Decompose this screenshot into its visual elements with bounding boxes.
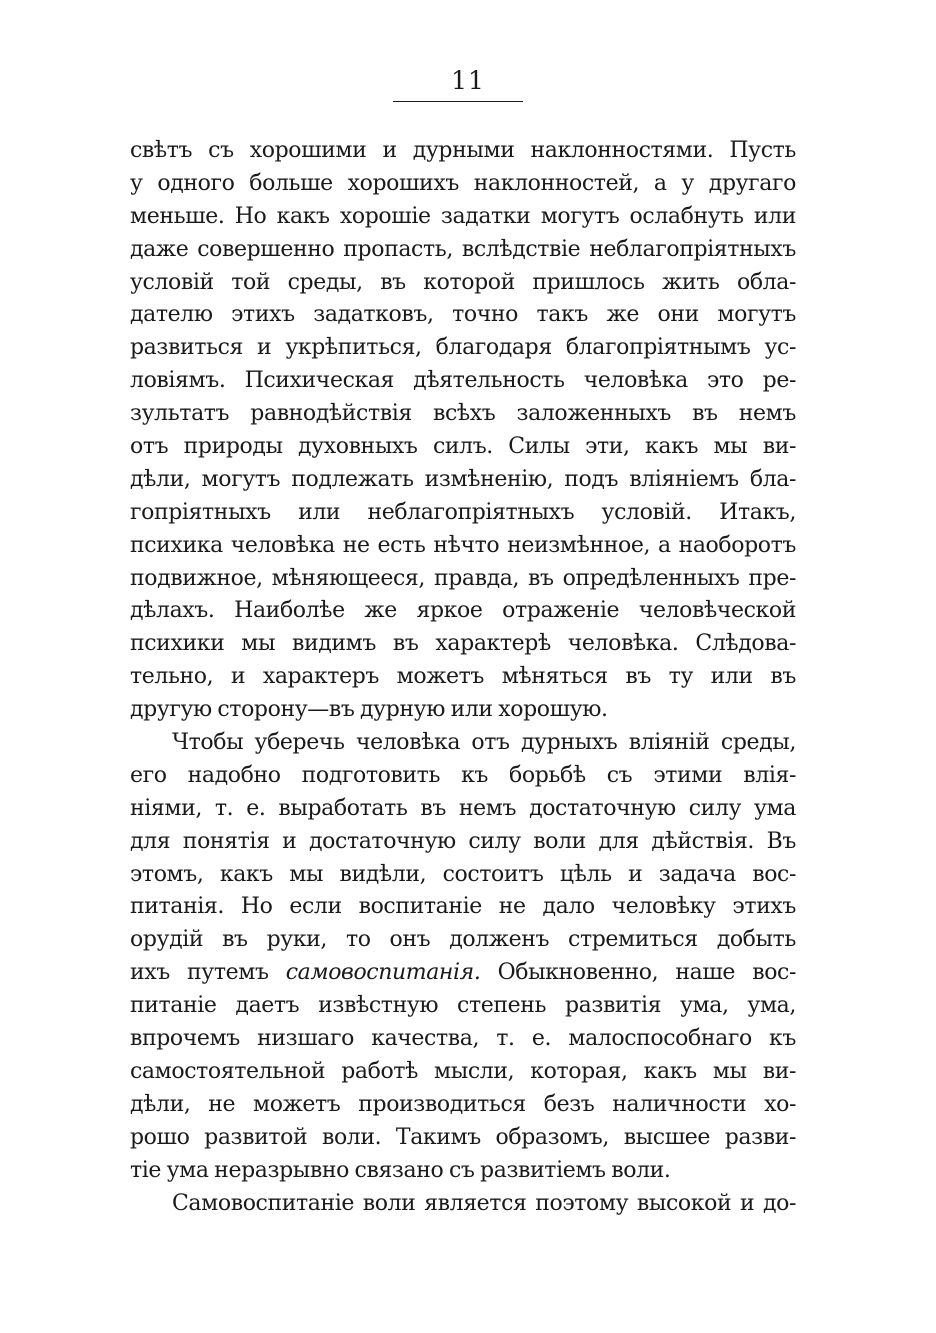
text-line: дѣлахъ. Наиболѣе же яркое отраженіе человѣческой [130,598,796,624]
text-line: рошо развитой воли. Такимъ образомъ, высшее разви- [130,1124,796,1150]
text-line: для понятія и достаточную силу воли для дѣйствія. Въ [130,828,796,854]
text-line: психика человѣка не есть нѣчто неизмѣнное, а наоборотъ [130,532,796,558]
text-line: этомъ, какъ мы видѣли, состоитъ цѣль и задача вос- [130,861,796,887]
paragraph-end-line: другую сторону—въ дурную или хорошую. [130,697,608,723]
text-line: самостоятельной работѣ мысли, которая, какъ мы ви- [130,1058,796,1084]
text-line: даже совершенно пропасть, вслѣдствіе неблагопріятныхъ [130,236,796,262]
text-segment: ихъ путемъ [130,960,286,986]
text-line: отъ природы духовныхъ силъ. Силы эти, какъ мы ви- [130,434,796,460]
text-line: развиться и укрѣпиться, благодаря благопріятнымъ ус- [130,335,796,361]
text-line: гопріятныхъ или неблагопріятныхъ условій. Итакъ, [130,499,796,525]
emphasized-term: самовоспитанія. [285,960,481,986]
text-line: впрочемъ низшаго качества, т. е. малоспособнаго къ [130,1026,796,1052]
text-line: меньше. Но какъ хорошіе задатки могутъ ослабнуть или [130,203,796,229]
text-line: у одного больше хорошихъ наклонностей, а у другаго [130,170,796,196]
header-rule [393,101,523,102]
text-line: питанія. Но если воспитаніе не дало человѣку этихъ [130,894,796,920]
text-line: свѣтъ съ хорошими и дурными наклонностями. Пусть [130,138,796,163]
text-line: дѣли, не можетъ производиться безъ наличности хо- [130,1091,796,1117]
text-line: питаніе даетъ извѣстную степень развитія ума, ума, [130,993,796,1019]
text-line: зультатъ равнодѣйствія всѣхъ заложенныхъ въ немъ [130,401,796,427]
text-line: подвижное, мѣняющееся, правда, въ опредѣленныхъ пре- [130,565,796,591]
text-line: дателю этихъ задатковъ, точно такъ же они могутъ [130,302,796,328]
page-number: 11 [451,66,485,95]
text-line: психики мы видимъ въ характерѣ человѣка. Слѣдова- [130,631,796,657]
text-line: его надобно подготовить къ борьбѣ съ этими влія- [130,762,796,788]
text-line: условій той среды, въ которой пришлось жить обла- [130,269,796,295]
text-line: ніями, т. е. выработать въ немъ достаточную силу ума [130,795,796,821]
text-line-with-emphasis [130,957,796,990]
text-line: орудій въ руки, то онъ долженъ стремиться добыть [130,927,796,953]
text-line: дѣли, могутъ подлежать измѣненію, подъ вліяніемъ бла- [130,466,796,492]
paragraph-end-line: тіе ума неразрывно связано съ развитіемъ воли. [130,1157,671,1183]
paragraph-start-line: Чтобы уберечь человѣка отъ дурныхъ вліяній среды, [172,730,796,756]
text-line: тельно, и характеръ можетъ мѣняться въ ту или въ [130,664,796,690]
body-text [130,135,796,1220]
paragraph-start-line: Самовоспитаніе воли является поэтому высокой и до- [172,1190,796,1216]
text-segment: Обыкновенно, наше вос- [480,960,796,986]
text-line: ловіямъ. Психическая дѣятельность человѣка это ре- [130,368,796,394]
